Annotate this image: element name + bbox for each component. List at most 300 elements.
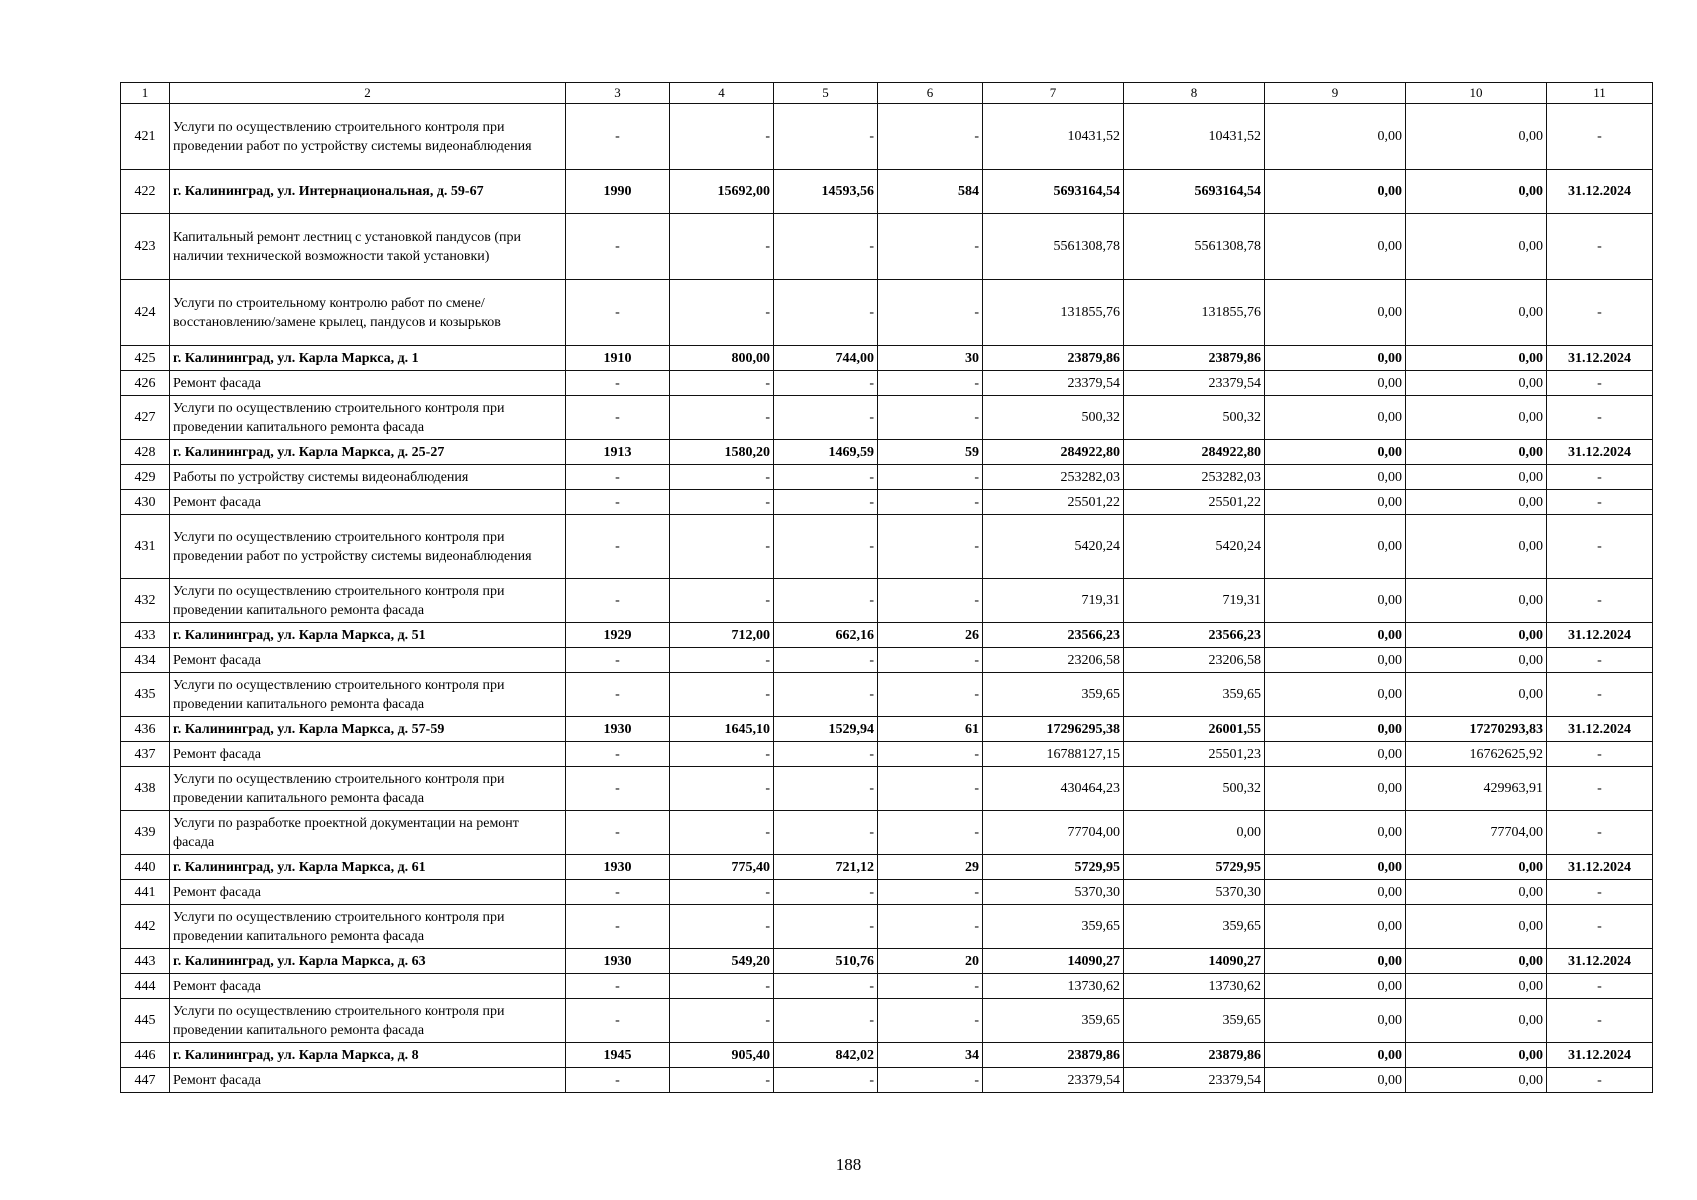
col6-cell: - bbox=[878, 371, 983, 396]
header-cell: 3 bbox=[566, 83, 670, 104]
col10-cell: 0,00 bbox=[1406, 346, 1547, 371]
col5-cell: - bbox=[774, 974, 878, 999]
col7-cell: 23379,54 bbox=[983, 371, 1124, 396]
col6-cell: - bbox=[878, 490, 983, 515]
col6-cell: - bbox=[878, 515, 983, 579]
col6-cell: 20 bbox=[878, 949, 983, 974]
table-row bbox=[121, 949, 1653, 974]
year-cell: - bbox=[566, 905, 670, 949]
col6-cell: - bbox=[878, 999, 983, 1043]
year-cell: - bbox=[566, 811, 670, 855]
col5-cell: - bbox=[774, 280, 878, 346]
col7-cell: 5693164,54 bbox=[983, 170, 1124, 214]
col8-cell: 5370,30 bbox=[1124, 880, 1265, 905]
col9-cell: 0,00 bbox=[1265, 974, 1406, 999]
col10-cell: 429963,91 bbox=[1406, 767, 1547, 811]
col10-cell: 0,00 bbox=[1406, 104, 1547, 170]
col6-cell: - bbox=[878, 811, 983, 855]
col5-cell: - bbox=[774, 396, 878, 440]
col7-cell: 23379,54 bbox=[983, 1068, 1124, 1093]
col4-cell: - bbox=[670, 214, 774, 280]
work-schedule-table bbox=[120, 82, 1653, 1093]
deadline-cell: - bbox=[1547, 280, 1653, 346]
item-name-cell: Услуги по осуществлению строительного контроля при проведении работ по устройству системы видеонаблюдения bbox=[170, 104, 566, 170]
table-row bbox=[121, 346, 1653, 371]
year-cell: - bbox=[566, 579, 670, 623]
table-row bbox=[121, 579, 1653, 623]
year-cell: - bbox=[566, 214, 670, 280]
deadline-cell: 31.12.2024 bbox=[1547, 623, 1653, 648]
item-name-cell: Ремонт фасада bbox=[170, 648, 566, 673]
col9-cell: 0,00 bbox=[1265, 579, 1406, 623]
col5-cell: - bbox=[774, 811, 878, 855]
table-row bbox=[121, 170, 1653, 214]
col8-cell: 10431,52 bbox=[1124, 104, 1265, 170]
col5-cell: - bbox=[774, 767, 878, 811]
col9-cell: 0,00 bbox=[1265, 1043, 1406, 1068]
deadline-cell: 31.12.2024 bbox=[1547, 1043, 1653, 1068]
year-cell: - bbox=[566, 999, 670, 1043]
col4-cell: - bbox=[670, 648, 774, 673]
row-number-cell: 427 bbox=[121, 396, 170, 440]
year-cell: - bbox=[566, 880, 670, 905]
year-cell: 1910 bbox=[566, 346, 670, 371]
deadline-cell: 31.12.2024 bbox=[1547, 855, 1653, 880]
row-number-cell: 441 bbox=[121, 880, 170, 905]
header-cell: 9 bbox=[1265, 83, 1406, 104]
year-cell: - bbox=[566, 104, 670, 170]
col8-cell: 26001,55 bbox=[1124, 717, 1265, 742]
col8-cell: 23379,54 bbox=[1124, 371, 1265, 396]
header-cell: 2 bbox=[170, 83, 566, 104]
year-cell: - bbox=[566, 974, 670, 999]
col7-cell: 253282,03 bbox=[983, 465, 1124, 490]
col4-cell: - bbox=[670, 742, 774, 767]
col7-cell: 430464,23 bbox=[983, 767, 1124, 811]
item-name-cell: г. Калининград, ул. Интернациональная, д. 59-67 bbox=[170, 170, 566, 214]
header-cell: 1 bbox=[121, 83, 170, 104]
col4-cell: - bbox=[670, 104, 774, 170]
row-number-cell: 425 bbox=[121, 346, 170, 371]
row-number-cell: 430 bbox=[121, 490, 170, 515]
header-cell: 4 bbox=[670, 83, 774, 104]
deadline-cell: 31.12.2024 bbox=[1547, 346, 1653, 371]
item-name-cell: Услуги по осуществлению строительного контроля при проведении капитального ремонта фасада bbox=[170, 673, 566, 717]
col5-cell: 510,76 bbox=[774, 949, 878, 974]
col10-cell: 17270293,83 bbox=[1406, 717, 1547, 742]
col9-cell: 0,00 bbox=[1265, 1068, 1406, 1093]
col8-cell: 719,31 bbox=[1124, 579, 1265, 623]
year-cell: - bbox=[566, 280, 670, 346]
col9-cell: 0,00 bbox=[1265, 949, 1406, 974]
col5-cell: - bbox=[774, 465, 878, 490]
col5-cell: - bbox=[774, 905, 878, 949]
deadline-cell: - bbox=[1547, 1068, 1653, 1093]
col10-cell: 0,00 bbox=[1406, 280, 1547, 346]
col9-cell: 0,00 bbox=[1265, 465, 1406, 490]
row-number-cell: 435 bbox=[121, 673, 170, 717]
item-name-cell: г. Калининград, ул. Карла Маркса, д. 1 bbox=[170, 346, 566, 371]
item-name-cell: г. Калининград, ул. Карла Маркса, д. 57-59 bbox=[170, 717, 566, 742]
col4-cell: 1580,20 bbox=[670, 440, 774, 465]
deadline-cell: - bbox=[1547, 515, 1653, 579]
col4-cell: - bbox=[670, 490, 774, 515]
item-name-cell: Капитальный ремонт лестниц с установкой пандусов (при наличии технической возможности такой установки) bbox=[170, 214, 566, 280]
col8-cell: 359,65 bbox=[1124, 905, 1265, 949]
row-number-cell: 432 bbox=[121, 579, 170, 623]
col8-cell: 14090,27 bbox=[1124, 949, 1265, 974]
col10-cell: 0,00 bbox=[1406, 905, 1547, 949]
col5-cell: - bbox=[774, 999, 878, 1043]
row-number-cell: 446 bbox=[121, 1043, 170, 1068]
col8-cell: 500,32 bbox=[1124, 767, 1265, 811]
col5-cell: 662,16 bbox=[774, 623, 878, 648]
col4-cell: - bbox=[670, 767, 774, 811]
row-number-cell: 422 bbox=[121, 170, 170, 214]
table-row bbox=[121, 880, 1653, 905]
table-row bbox=[121, 767, 1653, 811]
item-name-cell: г. Калининград, ул. Карла Маркса, д. 25-27 bbox=[170, 440, 566, 465]
item-name-cell: Ремонт фасада bbox=[170, 742, 566, 767]
col5-cell: - bbox=[774, 1068, 878, 1093]
row-number-cell: 437 bbox=[121, 742, 170, 767]
table-row bbox=[121, 490, 1653, 515]
row-number-cell: 447 bbox=[121, 1068, 170, 1093]
col10-cell: 0,00 bbox=[1406, 999, 1547, 1043]
deadline-cell: 31.12.2024 bbox=[1547, 717, 1653, 742]
col7-cell: 5729,95 bbox=[983, 855, 1124, 880]
col8-cell: 23879,86 bbox=[1124, 1043, 1265, 1068]
item-name-cell: Услуги по осуществлению строительного контроля при проведении капитального ремонта фасада bbox=[170, 905, 566, 949]
deadline-cell: - bbox=[1547, 673, 1653, 717]
col8-cell: 5420,24 bbox=[1124, 515, 1265, 579]
col9-cell: 0,00 bbox=[1265, 717, 1406, 742]
col9-cell: 0,00 bbox=[1265, 490, 1406, 515]
item-name-cell: Ремонт фасада bbox=[170, 880, 566, 905]
col7-cell: 284922,80 bbox=[983, 440, 1124, 465]
year-cell: - bbox=[566, 648, 670, 673]
table-row bbox=[121, 214, 1653, 280]
col4-cell: 800,00 bbox=[670, 346, 774, 371]
table-row bbox=[121, 855, 1653, 880]
col10-cell: 16762625,92 bbox=[1406, 742, 1547, 767]
table-row bbox=[121, 104, 1653, 170]
deadline-cell: - bbox=[1547, 579, 1653, 623]
year-cell: - bbox=[566, 673, 670, 717]
col4-cell: - bbox=[670, 999, 774, 1043]
col5-cell: 1529,94 bbox=[774, 717, 878, 742]
item-name-cell: Услуги по осуществлению строительного контроля при проведении капитального ремонта фасада bbox=[170, 579, 566, 623]
col10-cell: 0,00 bbox=[1406, 440, 1547, 465]
col6-cell: - bbox=[878, 214, 983, 280]
table-row bbox=[121, 811, 1653, 855]
col6-cell: - bbox=[878, 673, 983, 717]
col6-cell: - bbox=[878, 1068, 983, 1093]
col9-cell: 0,00 bbox=[1265, 346, 1406, 371]
col6-cell: - bbox=[878, 767, 983, 811]
col10-cell: 0,00 bbox=[1406, 465, 1547, 490]
col7-cell: 131855,76 bbox=[983, 280, 1124, 346]
col5-cell: - bbox=[774, 880, 878, 905]
col5-cell: 14593,56 bbox=[774, 170, 878, 214]
col4-cell: - bbox=[670, 880, 774, 905]
col10-cell: 0,00 bbox=[1406, 490, 1547, 515]
deadline-cell: - bbox=[1547, 811, 1653, 855]
col5-cell: - bbox=[774, 371, 878, 396]
col9-cell: 0,00 bbox=[1265, 855, 1406, 880]
item-name-cell: Услуги по строительному контролю работ по смене/восстановлению/замене крылец, пандусов и козырьков bbox=[170, 280, 566, 346]
col8-cell: 23379,54 bbox=[1124, 1068, 1265, 1093]
col8-cell: 25501,23 bbox=[1124, 742, 1265, 767]
col6-cell: - bbox=[878, 974, 983, 999]
col9-cell: 0,00 bbox=[1265, 648, 1406, 673]
col6-cell: - bbox=[878, 905, 983, 949]
row-number-cell: 439 bbox=[121, 811, 170, 855]
header-cell: 10 bbox=[1406, 83, 1547, 104]
deadline-cell: - bbox=[1547, 999, 1653, 1043]
year-cell: - bbox=[566, 1068, 670, 1093]
col8-cell: 131855,76 bbox=[1124, 280, 1265, 346]
col4-cell: 712,00 bbox=[670, 623, 774, 648]
year-cell: - bbox=[566, 490, 670, 515]
col7-cell: 719,31 bbox=[983, 579, 1124, 623]
col5-cell: - bbox=[774, 648, 878, 673]
row-number-cell: 445 bbox=[121, 999, 170, 1043]
col7-cell: 23206,58 bbox=[983, 648, 1124, 673]
item-name-cell: Услуги по осуществлению строительного контроля при проведении капитального ремонта фасада bbox=[170, 767, 566, 811]
col8-cell: 23879,86 bbox=[1124, 346, 1265, 371]
col7-cell: 5420,24 bbox=[983, 515, 1124, 579]
col7-cell: 13730,62 bbox=[983, 974, 1124, 999]
item-name-cell: Ремонт фасада bbox=[170, 1068, 566, 1093]
row-number-cell: 431 bbox=[121, 515, 170, 579]
deadline-cell: - bbox=[1547, 371, 1653, 396]
col4-cell: - bbox=[670, 974, 774, 999]
table-row bbox=[121, 1043, 1653, 1068]
deadline-cell: - bbox=[1547, 648, 1653, 673]
deadline-cell: - bbox=[1547, 767, 1653, 811]
row-number-cell: 436 bbox=[121, 717, 170, 742]
col9-cell: 0,00 bbox=[1265, 767, 1406, 811]
header-cell: 5 bbox=[774, 83, 878, 104]
item-name-cell: Услуги по разработке проектной документации на ремонт фасада bbox=[170, 811, 566, 855]
col8-cell: 5693164,54 bbox=[1124, 170, 1265, 214]
deadline-cell: 31.12.2024 bbox=[1547, 949, 1653, 974]
col9-cell: 0,00 bbox=[1265, 396, 1406, 440]
col5-cell: - bbox=[774, 515, 878, 579]
col8-cell: 23566,23 bbox=[1124, 623, 1265, 648]
col6-cell: - bbox=[878, 880, 983, 905]
col5-cell: - bbox=[774, 742, 878, 767]
col8-cell: 253282,03 bbox=[1124, 465, 1265, 490]
col8-cell: 25501,22 bbox=[1124, 490, 1265, 515]
table-row bbox=[121, 905, 1653, 949]
col9-cell: 0,00 bbox=[1265, 811, 1406, 855]
col7-cell: 359,65 bbox=[983, 905, 1124, 949]
col4-cell: - bbox=[670, 465, 774, 490]
col9-cell: 0,00 bbox=[1265, 104, 1406, 170]
table-row bbox=[121, 1068, 1653, 1093]
col9-cell: 0,00 bbox=[1265, 673, 1406, 717]
year-cell: 1945 bbox=[566, 1043, 670, 1068]
col9-cell: 0,00 bbox=[1265, 905, 1406, 949]
col10-cell: 0,00 bbox=[1406, 623, 1547, 648]
col4-cell: 1645,10 bbox=[670, 717, 774, 742]
col7-cell: 5370,30 bbox=[983, 880, 1124, 905]
column-number-header bbox=[121, 83, 1653, 104]
col5-cell: - bbox=[774, 579, 878, 623]
col6-cell: - bbox=[878, 648, 983, 673]
col4-cell: - bbox=[670, 673, 774, 717]
col9-cell: 0,00 bbox=[1265, 623, 1406, 648]
col7-cell: 23879,86 bbox=[983, 1043, 1124, 1068]
col4-cell: 549,20 bbox=[670, 949, 774, 974]
col7-cell: 23566,23 bbox=[983, 623, 1124, 648]
col7-cell: 23879,86 bbox=[983, 346, 1124, 371]
col7-cell: 359,65 bbox=[983, 999, 1124, 1043]
year-cell: - bbox=[566, 767, 670, 811]
item-name-cell: г. Калининград, ул. Карла Маркса, д. 61 bbox=[170, 855, 566, 880]
col9-cell: 0,00 bbox=[1265, 170, 1406, 214]
col5-cell: - bbox=[774, 104, 878, 170]
item-name-cell: Работы по устройству системы видеонаблюдения bbox=[170, 465, 566, 490]
col7-cell: 77704,00 bbox=[983, 811, 1124, 855]
col5-cell: - bbox=[774, 214, 878, 280]
col10-cell: 0,00 bbox=[1406, 949, 1547, 974]
col10-cell: 0,00 bbox=[1406, 880, 1547, 905]
table-row bbox=[121, 717, 1653, 742]
row-number-cell: 443 bbox=[121, 949, 170, 974]
deadline-cell: - bbox=[1547, 742, 1653, 767]
col8-cell: 0,00 bbox=[1124, 811, 1265, 855]
item-name-cell: г. Калининград, ул. Карла Маркса, д. 8 bbox=[170, 1043, 566, 1068]
row-number-cell: 421 bbox=[121, 104, 170, 170]
year-cell: - bbox=[566, 742, 670, 767]
deadline-cell: - bbox=[1547, 465, 1653, 490]
col4-cell: 15692,00 bbox=[670, 170, 774, 214]
item-name-cell: Услуги по осуществлению строительного контроля при проведении капитального ремонта фасада bbox=[170, 396, 566, 440]
col9-cell: 0,00 bbox=[1265, 515, 1406, 579]
row-number-cell: 438 bbox=[121, 767, 170, 811]
col4-cell: 775,40 bbox=[670, 855, 774, 880]
col8-cell: 284922,80 bbox=[1124, 440, 1265, 465]
col10-cell: 0,00 bbox=[1406, 515, 1547, 579]
col4-cell: - bbox=[670, 515, 774, 579]
col5-cell: - bbox=[774, 673, 878, 717]
year-cell: 1990 bbox=[566, 170, 670, 214]
year-cell: 1930 bbox=[566, 855, 670, 880]
col5-cell: 744,00 bbox=[774, 346, 878, 371]
col8-cell: 13730,62 bbox=[1124, 974, 1265, 999]
col10-cell: 0,00 bbox=[1406, 214, 1547, 280]
year-cell: 1930 bbox=[566, 949, 670, 974]
year-cell: 1913 bbox=[566, 440, 670, 465]
col8-cell: 23206,58 bbox=[1124, 648, 1265, 673]
table-row bbox=[121, 742, 1653, 767]
year-cell: - bbox=[566, 515, 670, 579]
col10-cell: 0,00 bbox=[1406, 371, 1547, 396]
col6-cell: 584 bbox=[878, 170, 983, 214]
col10-cell: 77704,00 bbox=[1406, 811, 1547, 855]
header-cell: 8 bbox=[1124, 83, 1265, 104]
table-row bbox=[121, 396, 1653, 440]
col6-cell: - bbox=[878, 396, 983, 440]
item-name-cell: Ремонт фасада bbox=[170, 371, 566, 396]
header-cell: 7 bbox=[983, 83, 1124, 104]
col9-cell: 0,00 bbox=[1265, 440, 1406, 465]
year-cell: - bbox=[566, 371, 670, 396]
table-row bbox=[121, 648, 1653, 673]
row-number-cell: 428 bbox=[121, 440, 170, 465]
item-name-cell: г. Калининград, ул. Карла Маркса, д. 51 bbox=[170, 623, 566, 648]
col10-cell: 0,00 bbox=[1406, 648, 1547, 673]
col7-cell: 17296295,38 bbox=[983, 717, 1124, 742]
table-row bbox=[121, 440, 1653, 465]
col4-cell: - bbox=[670, 280, 774, 346]
col7-cell: 16788127,15 bbox=[983, 742, 1124, 767]
col10-cell: 0,00 bbox=[1406, 1043, 1547, 1068]
deadline-cell: 31.12.2024 bbox=[1547, 170, 1653, 214]
col10-cell: 0,00 bbox=[1406, 855, 1547, 880]
year-cell: - bbox=[566, 465, 670, 490]
col6-cell: 34 bbox=[878, 1043, 983, 1068]
col6-cell: 30 bbox=[878, 346, 983, 371]
col9-cell: 0,00 bbox=[1265, 214, 1406, 280]
col4-cell: 905,40 bbox=[670, 1043, 774, 1068]
deadline-cell: - bbox=[1547, 214, 1653, 280]
col7-cell: 500,32 bbox=[983, 396, 1124, 440]
col8-cell: 5729,95 bbox=[1124, 855, 1265, 880]
table-row bbox=[121, 280, 1653, 346]
item-name-cell: Ремонт фасада bbox=[170, 974, 566, 999]
col6-cell: 26 bbox=[878, 623, 983, 648]
col4-cell: - bbox=[670, 371, 774, 396]
table-row bbox=[121, 999, 1653, 1043]
col4-cell: - bbox=[670, 811, 774, 855]
col9-cell: 0,00 bbox=[1265, 280, 1406, 346]
table-row bbox=[121, 974, 1653, 999]
col9-cell: 0,00 bbox=[1265, 742, 1406, 767]
row-number-cell: 424 bbox=[121, 280, 170, 346]
row-number-cell: 423 bbox=[121, 214, 170, 280]
col7-cell: 10431,52 bbox=[983, 104, 1124, 170]
col6-cell: - bbox=[878, 579, 983, 623]
col6-cell: - bbox=[878, 465, 983, 490]
col7-cell: 5561308,78 bbox=[983, 214, 1124, 280]
header-cell: 6 bbox=[878, 83, 983, 104]
row-number-cell: 434 bbox=[121, 648, 170, 673]
row-number-cell: 444 bbox=[121, 974, 170, 999]
col8-cell: 359,65 bbox=[1124, 673, 1265, 717]
col4-cell: - bbox=[670, 905, 774, 949]
year-cell: - bbox=[566, 396, 670, 440]
year-cell: 1929 bbox=[566, 623, 670, 648]
deadline-cell: - bbox=[1547, 396, 1653, 440]
col9-cell: 0,00 bbox=[1265, 999, 1406, 1043]
col7-cell: 14090,27 bbox=[983, 949, 1124, 974]
item-name-cell: Услуги по осуществлению строительного контроля при проведении работ по устройству системы видеонаблюдения bbox=[170, 515, 566, 579]
col8-cell: 5561308,78 bbox=[1124, 214, 1265, 280]
col4-cell: - bbox=[670, 579, 774, 623]
item-name-cell: г. Калининград, ул. Карла Маркса, д. 63 bbox=[170, 949, 566, 974]
header-cell: 11 bbox=[1547, 83, 1653, 104]
col8-cell: 500,32 bbox=[1124, 396, 1265, 440]
deadline-cell: 31.12.2024 bbox=[1547, 440, 1653, 465]
row-number-cell: 442 bbox=[121, 905, 170, 949]
deadline-cell: - bbox=[1547, 104, 1653, 170]
col6-cell: 29 bbox=[878, 855, 983, 880]
page-number: 188 bbox=[835, 1155, 862, 1174]
